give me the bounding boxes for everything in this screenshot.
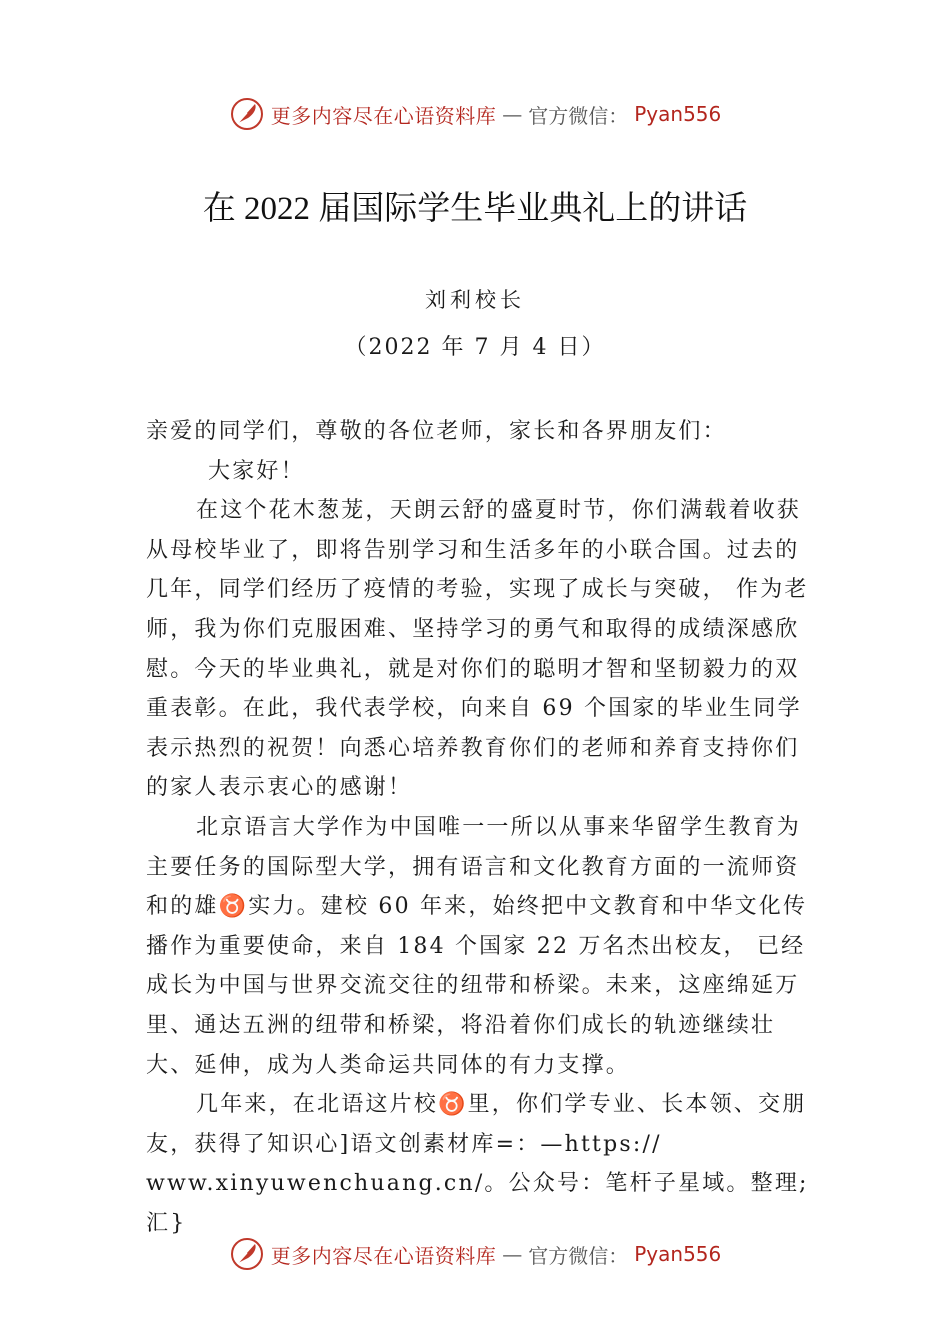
banner-separator: — bbox=[502, 102, 523, 126]
banner-wechat-id: Pyan556 bbox=[634, 1242, 722, 1266]
header-banner bbox=[0, 94, 950, 134]
paragraph-lead: 几年来，在北语这片校♉里，你们学专业、长本领、交朋友，获得了知识心]语文创素材库=：—https:// bbox=[146, 1092, 807, 1157]
feather-pen-logo-icon bbox=[229, 1236, 265, 1272]
banner-text: 更多内容尽在心语资料库 bbox=[270, 1243, 497, 1268]
speech-body bbox=[146, 412, 814, 1243]
salutation: 亲爱的同学们，尊敬的各位老师，家长和各界朋友们： bbox=[146, 419, 727, 444]
document-title: 在 2022 届国际学生毕业典礼上的讲话 bbox=[202, 191, 748, 227]
paragraph-tail: www.xinyuwenchuang.cn/。公众号：笔杆子星域。整理;汇} bbox=[146, 1171, 809, 1236]
footer-banner bbox=[0, 1234, 950, 1274]
paragraph: 在这个花木葱茏，天朗云舒的盛夏时节，你们满载着收获从母校毕业了，即将告别学习和生活多年的小联合国。过去的几年，同学们经历了疫情的考验，实现了成长与突破， 作为老师，我为你们克服困难、坚持学习的勇气和取得的成绩深感欣慰。今天的毕业典礼，就是对你们的聪明才智和坚韧毅力的双重表彰。在此，我代表学校，向来自 69 个国家的毕业生同学表示热烈的祝贺！向悉心培养教育你们的老师和养育支持你们的家人表示衷心的感谢！ bbox=[146, 498, 809, 801]
feather-pen-logo-icon bbox=[229, 96, 265, 132]
greeting: 大家好！ bbox=[208, 458, 305, 484]
paragraph: 北京语言大学作为中国唯一一所以从事来华留学生教育为主要任务的国际型大学，拥有语言和文化教育方面的一流师资和的雄♉实力。建校 60 年来，始终把中文教育和中华文化传播作为重要使命，来自 184 个国家 22 万名杰出校友， 已经成长为中国与世界交流交往的纽带和桥梁。未来，这座绵延万里、通达五洲的纽带和桥梁，将沿着你们成长的轨迹继续壮大、延伸，成为人类命运共同体的有力支撑。 bbox=[146, 814, 808, 1078]
speaker-name: 刘利校长 bbox=[425, 288, 525, 312]
speech-date: （2022 年 7 月 4 日） bbox=[344, 335, 606, 360]
banner-wechat-label: 官方微信： bbox=[528, 103, 629, 128]
banner-separator: — bbox=[502, 1242, 523, 1266]
banner-wechat-id: Pyan556 bbox=[634, 102, 722, 126]
banner-wechat-label: 官方微信： bbox=[528, 1243, 629, 1268]
banner-text: 更多内容尽在心语资料库 bbox=[270, 103, 497, 128]
